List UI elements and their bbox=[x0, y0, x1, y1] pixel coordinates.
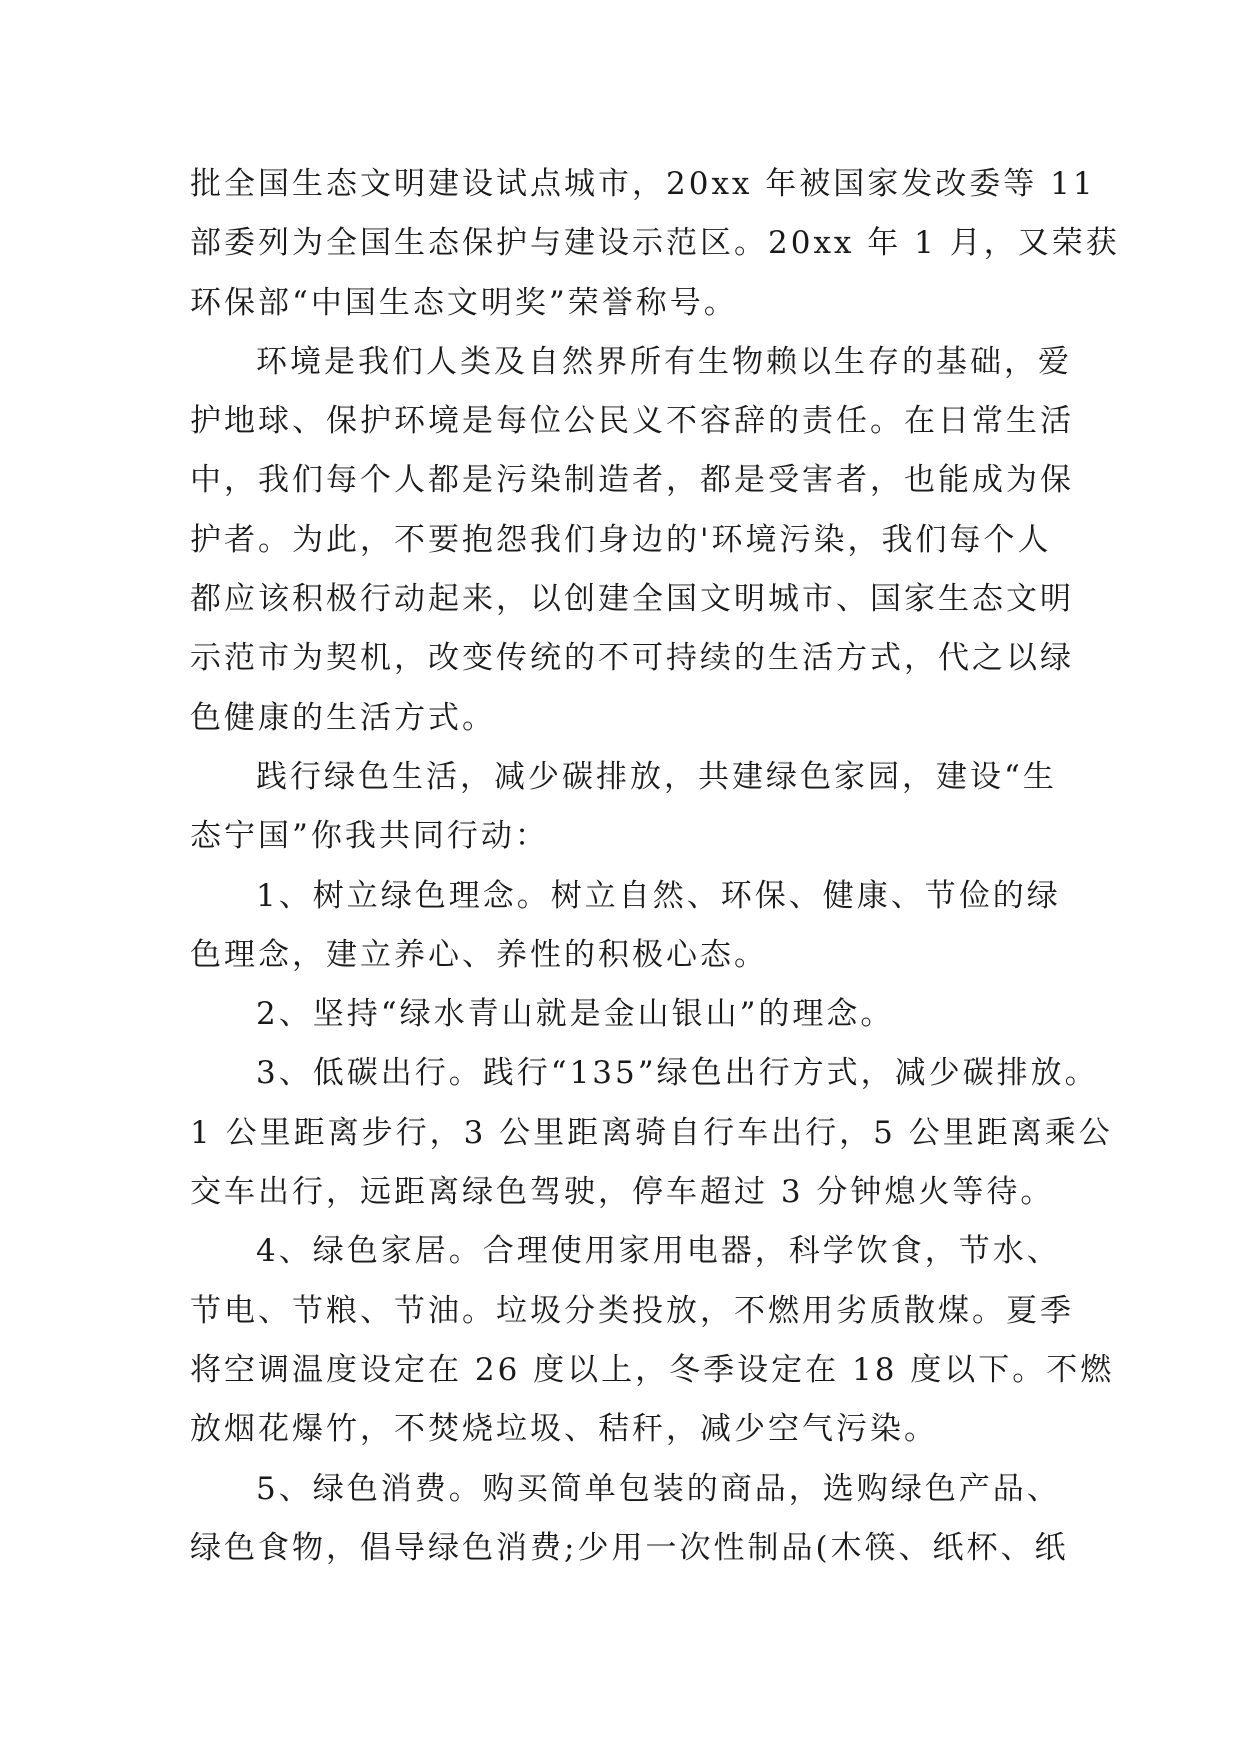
text-line: 都应该积极行动起来，以创建全国文明城市、国家生态文明 bbox=[190, 581, 1074, 618]
text-line: 1 公里距离步行，3 公里距离骑自行车出行，5 公里距离乘公 bbox=[190, 1114, 1113, 1151]
text-line: 护者。为此，不要抱怨我们身边的'环境污染，我们每个人 bbox=[190, 521, 1052, 558]
text-line: 示范市为契机，改变传统的不可持续的生活方式，代之以绿 bbox=[190, 640, 1074, 677]
list-item-2-first-line: 2、坚持“绿水青山就是金山银山”的理念。 bbox=[256, 996, 895, 1033]
list-item-1-first-line: 1、树立绿色理念。树立自然、环保、健康、节俭的绿 bbox=[256, 877, 1061, 914]
text-line: 交车出行，远距离绿色驾驶，停车超过 3 分钟熄火等待。 bbox=[190, 1174, 1055, 1211]
paragraph-first-line: 践行绿色生活，减少碳排放，共建绿色家园，建设“生 bbox=[256, 758, 1057, 795]
text-line: 放烟花爆竹，不焚烧垃圾、秸秆，减少空气污染。 bbox=[190, 1411, 938, 1448]
text-line: 批全国生态文明建设试点城市，20xx 年被国家发改委等 11 bbox=[190, 166, 1096, 202]
text-line: 色健康的生活方式。 bbox=[190, 699, 496, 736]
text-line: 色理念，建立养心、养性的积极心态。 bbox=[190, 936, 768, 973]
body-text bbox=[190, 155, 1120, 1578]
text-line: 环保部“中国生态文明奖”荣誉称号。 bbox=[190, 284, 738, 321]
text-line: 态宁国”你我共同行动： bbox=[190, 818, 549, 855]
text-line: 绿色食物，倡导绿色消费;少用一次性制品(木筷、纸杯、纸 bbox=[190, 1529, 1069, 1566]
text-line: 将空调温度设定在 26 度以上，冬季设定在 18 度以下。不燃 bbox=[190, 1351, 1115, 1388]
text-line: 护地球、保护环境是每位公民义不容辞的责任。在日常生活 bbox=[190, 403, 1074, 440]
text-line: 节电、节粮、节油。垃圾分类投放，不燃用劣质散煤。夏季 bbox=[190, 1292, 1074, 1329]
paragraph-first-line: 环境是我们人类及自然界所有生物赖以生存的基础，爱 bbox=[256, 343, 1072, 380]
text-line: 部委列为全国生态保护与建设示范区。20xx 年 1 月，又荣获 bbox=[190, 225, 1120, 262]
list-item-4-first-line: 4、绿色家居。合理使用家用电器，科学饮食，节水、 bbox=[256, 1233, 1061, 1270]
text-line: 中，我们每个人都是污染制造者，都是受害者，也能成为保 bbox=[190, 462, 1074, 499]
list-item-5-first-line: 5、绿色消费。购买简单包装的商品，选购绿色产品、 bbox=[256, 1470, 1061, 1507]
list-item-3-first-line: 3、低碳出行。践行“135”绿色出行方式，减少碳排放。 bbox=[256, 1055, 1099, 1092]
